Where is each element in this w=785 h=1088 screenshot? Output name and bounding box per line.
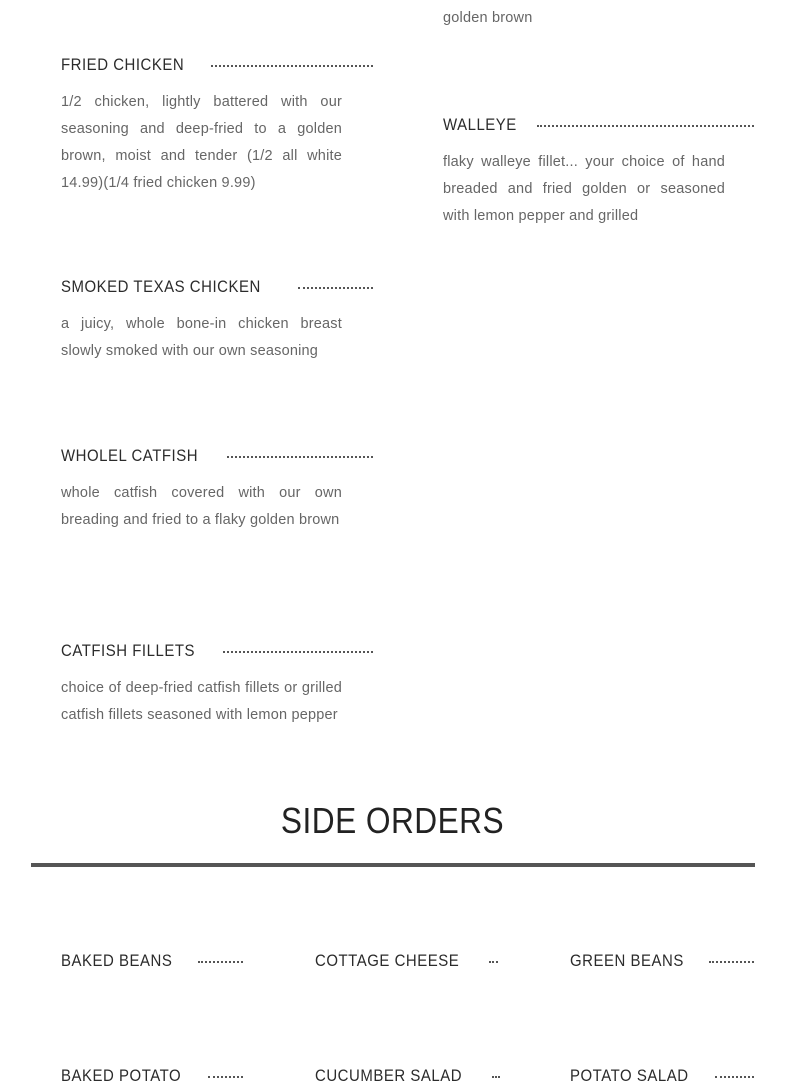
item-description: whole catfish covered with our own breading and fried to a flaky golden brown [61, 485, 342, 528]
dotted-leader [223, 651, 373, 653]
side-order-item [570, 949, 754, 973]
dotted-leader [227, 456, 373, 458]
menu-item-whole-catfish [61, 444, 373, 534]
item-title: CATFISH FILLETS [61, 641, 195, 660]
item-header [443, 113, 754, 137]
item-header [61, 1064, 243, 1088]
item-header [315, 1064, 500, 1088]
item-header [315, 949, 498, 973]
item-title: BAKED BEANS [61, 951, 173, 970]
right-top-partial-item [443, 0, 725, 32]
item-header [61, 53, 373, 77]
menu-item-catfish-fillets [61, 639, 373, 729]
dotted-leader [298, 287, 373, 289]
item-header [61, 949, 243, 973]
item-header [61, 639, 373, 663]
dotted-leader [492, 1076, 500, 1078]
side-order-item [315, 949, 498, 973]
item-description: flaky walleye fillet... your choice of hand breaded and fried golden or seasoned with lemon pepper and grilled [443, 154, 725, 224]
item-title: GREEN BEANS [570, 951, 684, 970]
dotted-leader [211, 65, 373, 67]
dotted-leader [208, 1076, 243, 1078]
menu-item-fried-chicken [61, 53, 373, 197]
side-order-item [570, 1064, 754, 1088]
item-description: 1/2 chicken, lightly battered with our seasoning and deep-fried to a golden brown, moist and tender (1/2 all white 14.99)(1/4 fried chicken 9.99) [61, 94, 342, 191]
item-header [570, 1064, 754, 1088]
side-order-item [315, 1064, 500, 1088]
dotted-leader [709, 961, 754, 963]
item-title: WALLEYE [443, 115, 517, 134]
menu-item-smoked-texas-chicken [61, 275, 373, 365]
item-description: choice of deep-fried catfish fillets or grilled catfish fillets seasoned with lemon pepper [61, 680, 342, 723]
item-description: a juicy, whole bone-in chicken breast slowly smoked with our own seasoning [61, 316, 342, 359]
menu-item-walleye [443, 113, 754, 230]
side-order-item [61, 949, 243, 973]
item-title: FRIED CHICKEN [61, 55, 185, 74]
item-title: CUCUMBER SALAD [315, 1066, 463, 1085]
dotted-leader [198, 961, 243, 963]
item-title: BAKED POTATO [61, 1066, 182, 1085]
item-header [570, 949, 754, 973]
dotted-leader [489, 961, 498, 963]
dotted-leader [537, 125, 754, 127]
dotted-leader [715, 1076, 754, 1078]
item-header [61, 444, 373, 468]
item-description: golden brown [443, 10, 533, 26]
item-title: SMOKED TEXAS CHICKEN [61, 277, 261, 296]
section-title-side-orders: SIDE ORDERS [280, 800, 505, 841]
section-divider [31, 863, 755, 867]
item-title: WHOLEL CATFISH [61, 446, 199, 465]
item-title: POTATO SALAD [570, 1066, 689, 1085]
item-header [61, 275, 373, 299]
item-title: COTTAGE CHEESE [315, 951, 460, 970]
side-order-item [61, 1064, 243, 1088]
